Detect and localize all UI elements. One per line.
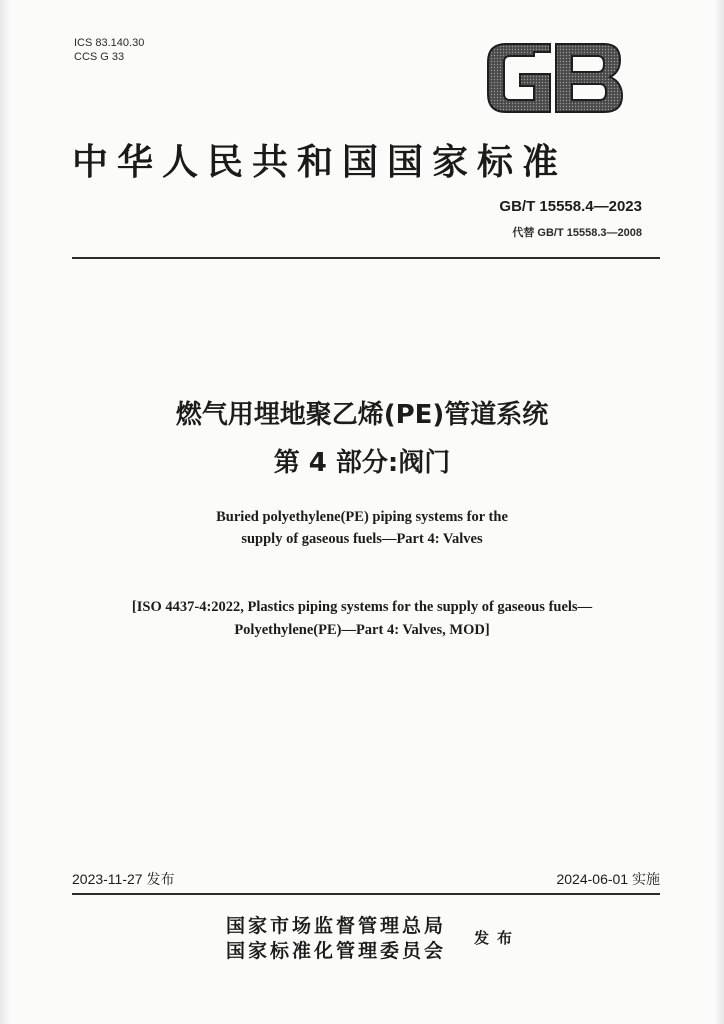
issue-date: 2023-11-27 发布 (72, 871, 175, 887)
classification-codes (74, 36, 144, 64)
national-standard-title: 中华人民共和国国家标准 (72, 141, 568, 183)
ccs-code: CCS G 33 (74, 51, 125, 63)
english-title-line2: supply of gaseous fuels—Part 4: Valves (241, 531, 483, 547)
iso-reference-line1: [ISO 4437-4:2022, Plastics piping systems for the supply of gaseous fuels— (131, 599, 593, 615)
footer-divider (72, 893, 660, 895)
issuer-line2: 国家标准化管理委员会 (226, 940, 447, 962)
english-title-line1: Buried polyethylene(PE) piping systems for the (216, 509, 508, 525)
ics-code: ICS 83.140.30 (74, 37, 145, 49)
issuer-line1: 国家市场监督管理总局 (226, 915, 447, 937)
implementation-date: 2024-06-01 实施 (556, 871, 660, 887)
header-divider (72, 257, 660, 259)
replaces-standard: 代替 GB/T 15558.3—2008 (512, 227, 642, 239)
gb-logo-icon (484, 42, 624, 114)
iso-reference-line2: Polyethylene(PE)—Part 4: Valves, MOD] (234, 622, 490, 638)
issuing-authorities (226, 914, 446, 964)
chinese-title-line1: 燃气用埋地聚乙烯(PE)管道系统 (175, 400, 549, 430)
publish-label: 发布 (474, 929, 521, 947)
standard-number: GB/T 15558.4—2023 (499, 198, 642, 215)
chinese-title-line2: 第 4 部分:阀门 (273, 448, 451, 478)
